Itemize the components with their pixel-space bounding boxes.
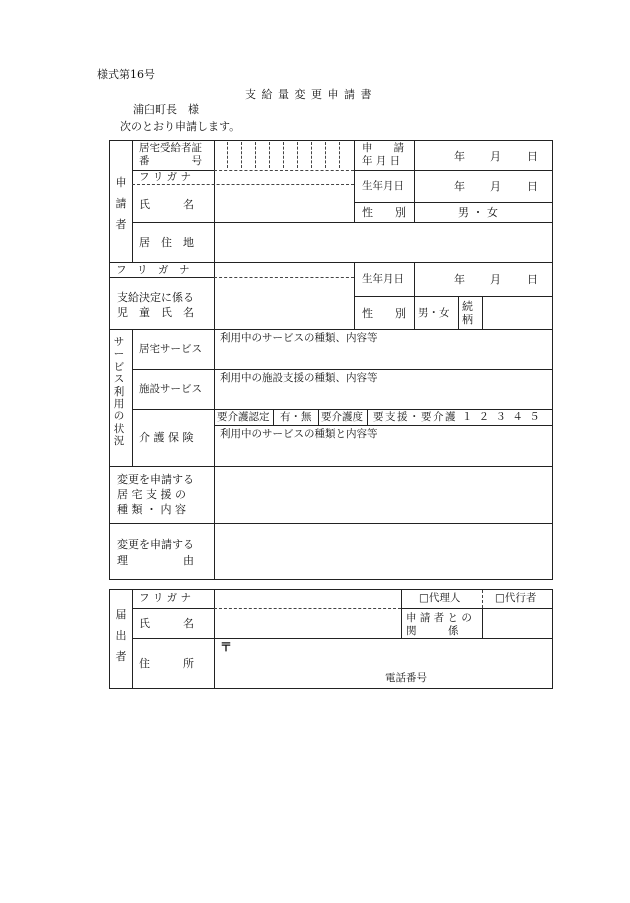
form-number: 様式第16号 xyxy=(97,68,155,81)
application-date-label-2: 年 月 日 xyxy=(362,155,401,167)
agent-checkbox[interactable]: □代理人 xyxy=(419,592,461,604)
applicant-section-label: 申 請 者 xyxy=(115,176,127,231)
care-levels: 要支援・要介護 １ ２ ３ ４ ５ xyxy=(373,411,542,423)
reason-label: 変更を申請する xyxy=(117,538,194,551)
change-label: 変更を申請する xyxy=(117,473,194,486)
child-sex-label: 性 別 xyxy=(362,307,406,320)
submitter-address-label: 住 所 xyxy=(139,657,194,670)
cert-number-label-2: 番 号 xyxy=(139,155,202,167)
child-name-label-2: 児 童 氏 名 xyxy=(117,306,194,319)
relation-label-2: 関 係 xyxy=(406,625,459,637)
care-cert-label: 要介護認定 xyxy=(217,411,270,423)
change-label-3: 種 類 ・ 内 容 xyxy=(117,503,186,516)
child-furigana-label: フ リ ガ ナ xyxy=(116,264,190,276)
phone-label: 電話番号 xyxy=(385,672,427,684)
child-birth-label: 生年月日 xyxy=(362,273,404,285)
submitter-table xyxy=(109,589,553,689)
reason-label-2: 理 由 xyxy=(117,554,194,567)
service-section-label: サ ー ビ ス 利 用 の 状 況 xyxy=(113,336,125,447)
child-relation-label: 続 xyxy=(462,300,473,313)
child-sex-options: 男・女 xyxy=(418,307,450,319)
proxy-checkbox[interactable]: □代行者 xyxy=(495,592,537,604)
home-service-label: 居宅サービス xyxy=(139,343,202,355)
child-name-label: 支給決定に係る xyxy=(117,291,194,304)
care-degree-label: 要介護度 xyxy=(321,411,363,423)
applicant-sex-label: 性 別 xyxy=(362,206,406,219)
form-title: 支 給 量 変 更 申 請 書 xyxy=(245,88,373,101)
care-service-text: 利用中のサービスの種類と内容等 xyxy=(220,428,378,440)
applicant-name-label: 氏 名 xyxy=(139,198,194,211)
submitter-furigana-label: フ リ ガ ナ xyxy=(139,592,192,604)
care-yesno: 有・無 xyxy=(280,411,312,423)
facility-service-text: 利用中の施設支援の種類、内容等 xyxy=(220,372,378,384)
applicant-address-label: 居 住 地 xyxy=(139,236,194,249)
applicant-furigana-label: フ リ ガ ナ xyxy=(139,171,192,183)
submitter-name-label: 氏 名 xyxy=(139,617,194,630)
application-date-label: 申 請 xyxy=(362,142,404,154)
intro-text: 次のとおり申請します。 xyxy=(120,120,241,133)
facility-service-label: 施設サービス xyxy=(139,383,202,395)
cert-number-label: 居宅受給者証 xyxy=(139,142,202,154)
care-insurance-label: 介 護 保 険 xyxy=(139,431,194,444)
submitter-section-label: 届 出 者 xyxy=(115,608,127,663)
applicant-birth-label: 生年月日 xyxy=(362,180,404,192)
change-label-2: 居 宅 支 援 の xyxy=(117,488,186,501)
relation-label: 申 請 者 と の xyxy=(406,612,472,624)
applicant-sex-options: 男 ・ 女 xyxy=(458,206,498,219)
addressee: 浦臼町長 様 xyxy=(133,103,199,116)
postal-mark: 〒 xyxy=(220,640,233,654)
home-service-text: 利用中のサービスの種類、内容等 xyxy=(220,332,378,344)
